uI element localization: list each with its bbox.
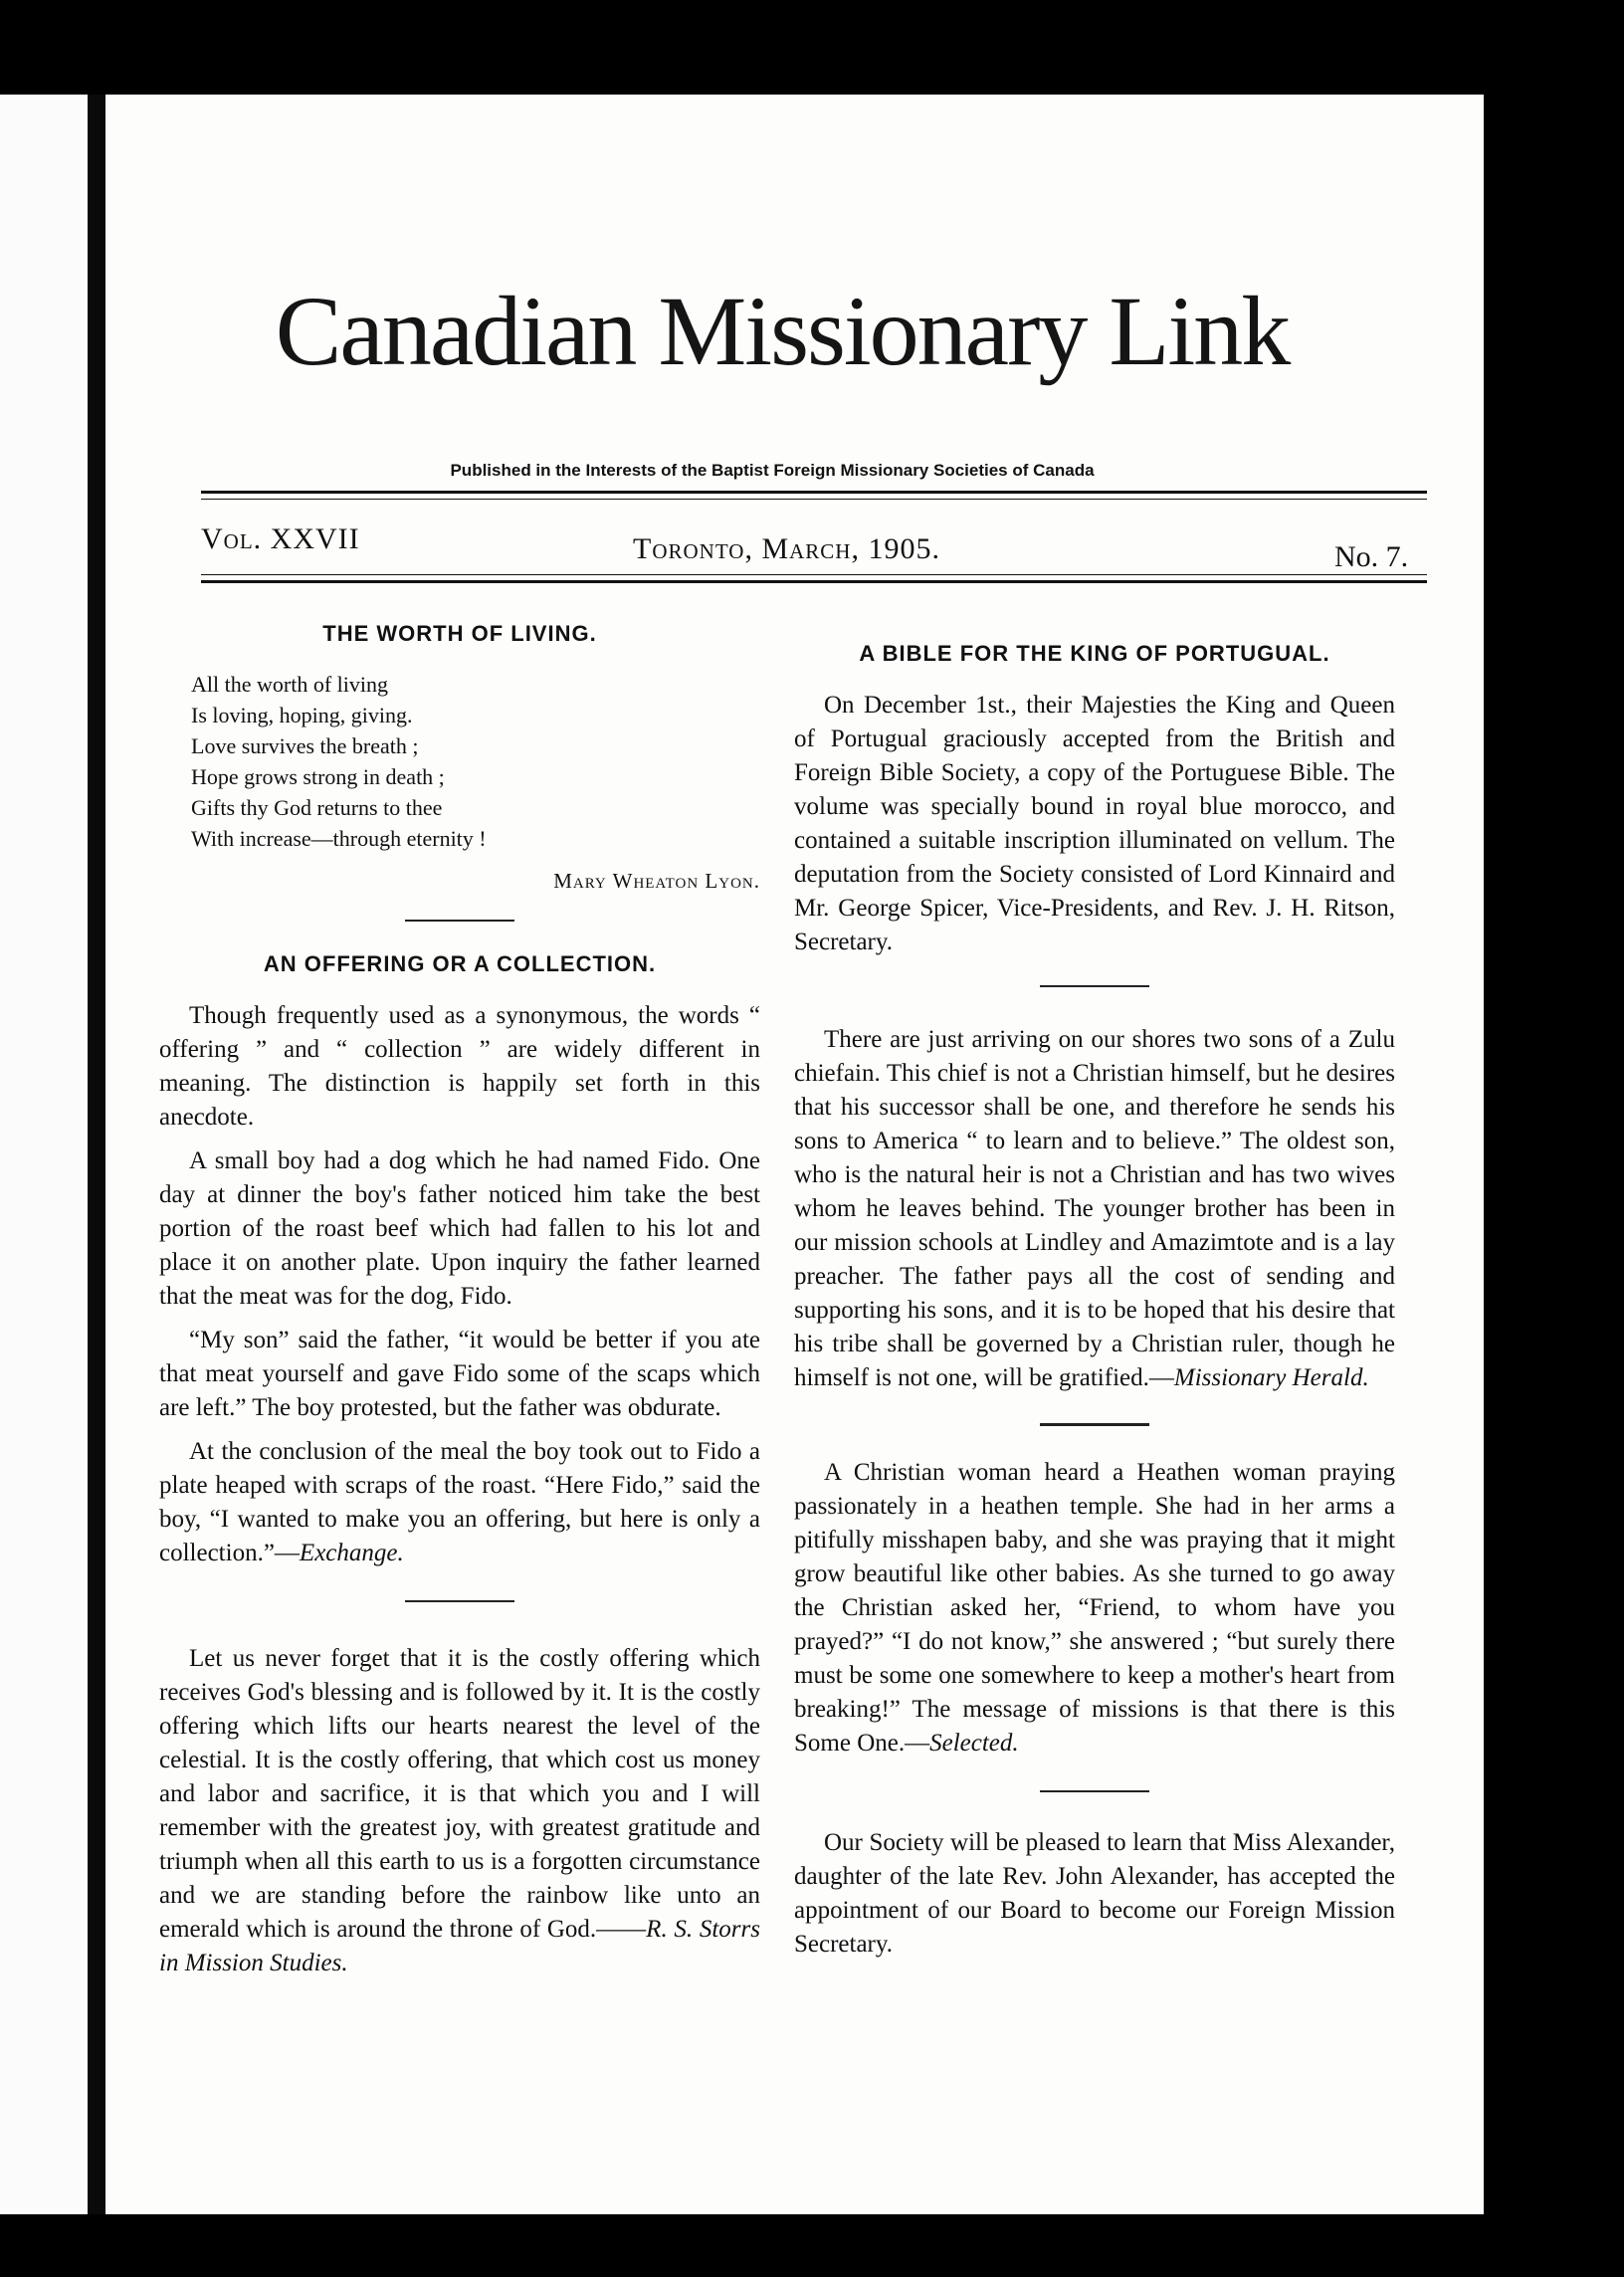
woman-source: Selected.: [929, 1730, 1019, 1757]
binding-gutter: [88, 95, 105, 2214]
zulu-text: There are just arriving on our shores two sons of a Zulu chiefain. This chief is not a Christian himself, but he desires that his successor shall be one, and therefore he sends his sons to America “ to learn and to believe.” The oldest son, who is the natural heir is not a Christian and has two wives whom he leaves behind. The younger brother has been in our mission schools at Lindley and Amazimtote and is a lay preacher. The father pays all the cost of sending and supporting his sons, and it is to be hoped that his desire that his tribe shall be governed by a Christian ruler, though he himself is not one, will be gratified.—: [794, 1026, 1395, 1391]
section-divider: [1040, 985, 1149, 987]
article-source: Exchange.: [299, 1540, 404, 1566]
poem-title: THE WORTH OF LIVING.: [322, 621, 597, 646]
article-title: AN OFFERING OR A COLLECTION.: [263, 951, 657, 976]
article-paragraph-text: At the conclusion of the meal the boy took out to Fido a plate heaped with scraps of the roast. “Here Fido,” said the boy, “I wanted to make you an offering, but here is only a collection.”—: [159, 1438, 760, 1566]
section-divider: [1040, 1790, 1149, 1792]
volume-label: Vol. XXVII: [201, 522, 360, 555]
poem-line: All the worth of living: [191, 672, 388, 697]
bible-paragraph: On December 1st., their Majesties the King and Queen of Portugual graciously accepted from the British and Foreign Bible Society, a copy of the Portuguese Bible. The volume was specially bound in royal blue morocco, and contained a suitable inscription illuminated on vellum. The deputation from the Society consisted of Lord Kinnaird and Mr. George Spicer, Vice-Presidents, and Rev. J. H. Ritson, Secretary.: [794, 692, 1395, 955]
poem-line: Gifts thy God returns to thee: [191, 795, 443, 820]
left-column: [159, 617, 760, 1990]
poem: [191, 669, 760, 854]
section-divider: [1040, 1423, 1149, 1426]
newspaper-page: [105, 95, 1484, 2214]
article-paragraph: A small boy had a dog which he had named Fido. One day at dinner the boy's father noticed him take the best portion of the roast beef which had fallen to his lot and place it on another plate. Upon inquiry the father learned that the meat was for the dog, Fido.: [159, 1147, 760, 1310]
costly-offering-paragraph: [159, 1642, 760, 1980]
header-rule-bottom: [201, 580, 1427, 583]
costly-offering-text: Let us never forget that it is the costly offering which receives God's blessing and is followed by it. It is the costly offering which lifts our hearts nearest the level of the celestial. It is the costly offering, that which cost us money and labor and sacrifice, it is that which you and I will remember with the greatest joy, with greatest gratitude and triumph when all this earth to us is a forgotten circumstance and we are standing before the rainbow like unto an emerald which is around the throne of God.——: [159, 1645, 760, 1943]
article-paragraph: Though frequently used as a synonymous, the words “ offering ” and “ collection ” are widely different in meaning. The distinction is happily set forth in this anecdote.: [159, 1002, 760, 1131]
poem-line: Is loving, hoping, giving.: [191, 703, 413, 727]
right-column: [794, 637, 1395, 1971]
masthead-title: Canadian Missionary Link: [275, 276, 1290, 386]
header-rule-bottom-thin: [201, 574, 1427, 575]
header-rule-top: [201, 491, 1427, 494]
masthead-subtitle: Published in the Interests of the Baptist Foreign Missionary Societies of Canada: [450, 461, 1095, 480]
poem-line: Hope grows strong in death ;: [191, 764, 445, 789]
header-rule-top-thin: [201, 499, 1427, 500]
article-paragraph: [159, 1435, 760, 1570]
zulu-paragraph: [794, 1023, 1395, 1395]
bible-title: A BIBLE FOR THE KING OF PORTUGUAL.: [859, 641, 1330, 666]
woman-text: A Christian woman heard a Heathen woman praying passionately in a heathen temple. She had in her arms a pitifully misshapen baby, and she was praying that it might grow beautiful like other babies. As she turned to go away the Christian asked her, “Friend, to whom have you prayed?” “I do not know,” she answered ; “but surely there must be some one somewhere to keep a mother's heart from breaking!” The message of missions is that there is this Some One.—: [794, 1459, 1395, 1757]
section-divider: [405, 1600, 514, 1602]
costly-offering-source: R. S. Storrs in Mission Studies.: [159, 1916, 760, 1976]
poem-author: Mary Wheaton Lyon.: [553, 869, 760, 893]
facing-page-edge: [0, 95, 88, 2214]
poem-line: With increase—through eternity !: [191, 826, 487, 851]
article-paragraph: “My son” said the father, “it would be better if you ate that meat yourself and gave Fido some of the scaps which are left.” The boy protested, but the father was obdurate.: [159, 1327, 760, 1421]
issue-number: No. 7.: [1334, 540, 1409, 573]
section-divider: [405, 920, 514, 922]
issue-date: Toronto, March, 1905.: [633, 532, 940, 565]
poem-line: Love survives the breath ;: [191, 733, 419, 758]
woman-paragraph: [794, 1456, 1395, 1760]
society-paragraph: Our Society will be pleased to learn that Miss Alexander, daughter of the late Rev. John Alexander, has accepted the appointment of our Board to become our Foreign Mission Secretary.: [794, 1829, 1395, 1958]
zulu-source: Missionary Herald.: [1173, 1364, 1369, 1391]
